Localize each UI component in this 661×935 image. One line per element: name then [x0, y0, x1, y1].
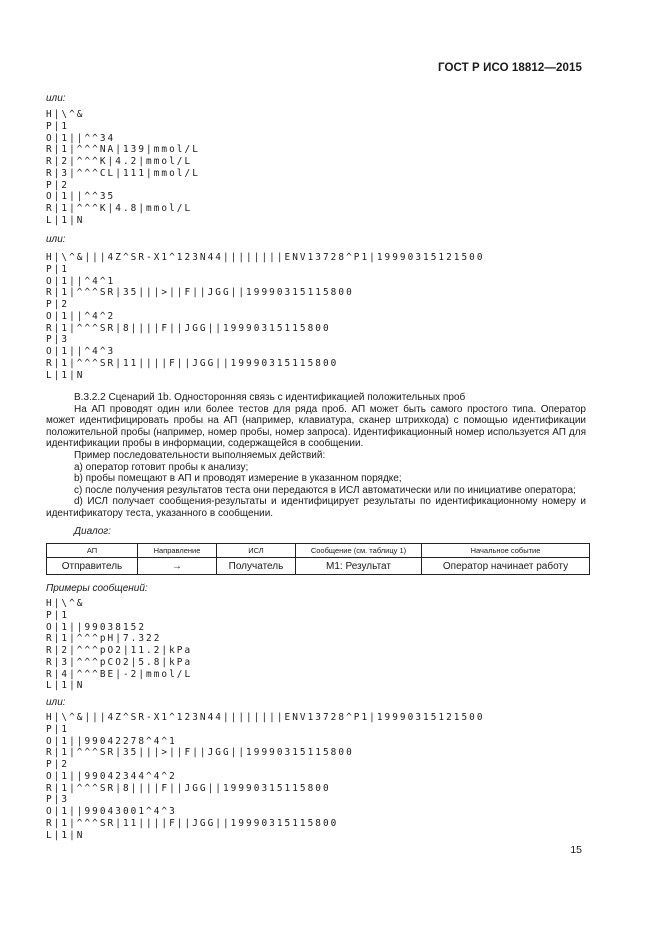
code-lines: H|\^& P|1 O|1||99038152 R|1|^^^pH|7.322 R|2|^^^pO2|11.2|kPa R|3|^^^pCO2|5.8|kPa R|4|^^^BE|-2|mmol/L L|1|N	[46, 598, 193, 692]
message-block-1	[46, 92, 586, 227]
code-lines: H|\^&|||4Z^SR-X1^123N44||||||||ENV13728^P1|19990315121500 P|1 O|1||99042278^4^1 R|1|^^^SR|35|||>||F||JGG||19990315115800 P|2 O|1||99042344^4^2 R|1|^^^SR|8||||F||JGG||19990315115800 P|3 O|1||99043001^4^3 R|1|^^^SR|11||||F||JGG||19990315115800 L|1|N	[46, 712, 485, 841]
table-header-row	[47, 544, 590, 558]
table-cell: М1: Результат	[296, 558, 422, 575]
page-number: 15	[570, 844, 582, 856]
message-block-4	[46, 696, 586, 841]
table-cell: Оператор начинает работу	[422, 558, 590, 575]
scenario-section	[46, 392, 586, 538]
alt-label: или:	[46, 234, 66, 245]
step-c: c) после получения результатов теста они передаются в ИСЛ автоматически или по инициативе оператора;	[74, 484, 576, 496]
section-heading: B.3.2.2 Сценарий 1b. Односторонняя связь с идентификацией положительных проб	[74, 392, 466, 403]
table-header-cell: ИСЛ	[217, 544, 296, 558]
examples-label: Примеры сообщений:	[46, 583, 148, 594]
table-header-cell: АП	[47, 544, 138, 558]
table-header-cell: Направление	[138, 544, 217, 558]
step-b: b) пробы помещают в АП и проводят измерение в указанном порядке;	[74, 473, 402, 485]
step-d: d) ИСЛ получает сообщения-результаты и идентифицирует результаты по идентификационному номеру и идентификатору теста, указанного в сообщении.	[46, 496, 586, 519]
table-row	[47, 558, 590, 575]
alt-label: или:	[46, 93, 66, 104]
table-cell: Отправитель	[47, 558, 138, 575]
direction-arrow: →	[138, 558, 217, 575]
message-block-2	[46, 233, 586, 381]
step-a: a) оператор готовит пробы к анализу;	[74, 461, 249, 473]
dialog-table-wrap	[46, 543, 592, 575]
dialog-label: Диалог:	[74, 525, 111, 537]
document-header: ГОСТ Р ИСО 18812—2015	[437, 62, 582, 74]
code-lines: H|\^&|||4Z^SR-X1^123N44||||||||ENV13728^P1|19990315121500 P|1 O|1||^4^1 R|1|^^^SR|35|||>||F||JGG||19990315115800 P|2 O|1||^4^2 R|1|^^^SR|8||||F||JGG||19990315115800 P|3 O|1||^4^3 R|1|^^^SR|11||||F||JGG||19990315115800 L|1|N	[46, 252, 485, 381]
message-block-3	[46, 582, 586, 692]
table-cell: Получатель	[217, 558, 296, 575]
table-header-cell: Сообщение (см. таблицу 1)	[296, 544, 422, 558]
dialog-table	[46, 543, 590, 575]
table-header-cell: Начальное событие	[422, 544, 590, 558]
section-paragraph: На АП проводят один или более тестов для ряда проб. АП может быть самого простого типа. Оператор может идентифицировать пробы на АП (например, клавиатура, сканер штрихкода) с помощью идентификации положительной пробы (например, номер пробы, номер запроса). Идентификационный номер используется АП для идентификации пробы в информации, содержащейся в сообщении.	[46, 403, 586, 450]
code-lines: H|\^& P|1 O|1||^^34 R|1|^^^NA|139|mmol/L R|2|^^^K|4.2|mmol/L R|3|^^^CL|111|mmol/L P|2 O|1||^^35 R|1|^^^K|4.8|mmol/L L|1|N	[46, 109, 200, 226]
alt-label: или:	[46, 697, 66, 708]
steps-intro: Пример последовательности выполняемых действий:	[74, 449, 326, 461]
